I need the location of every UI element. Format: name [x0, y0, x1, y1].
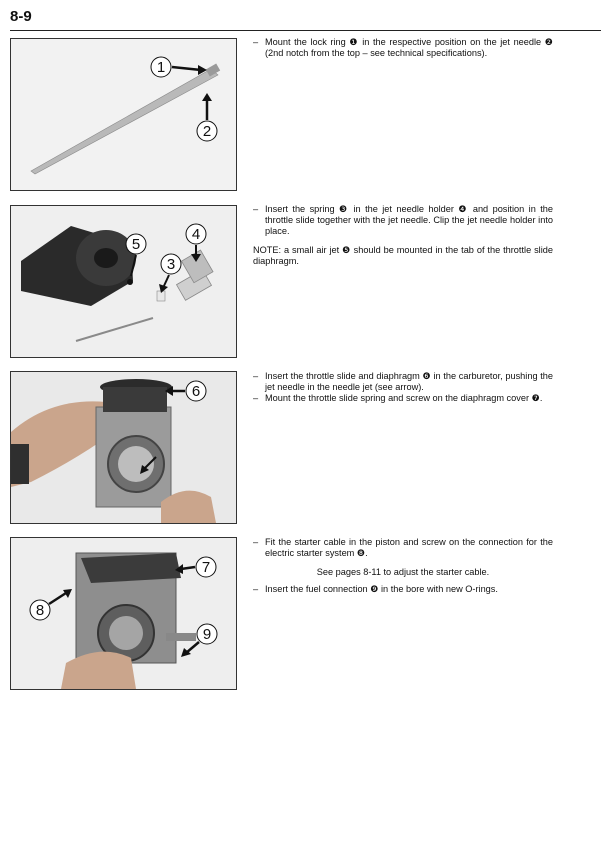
callout-3: 3: [166, 256, 176, 273]
jet-needle-photo: [11, 39, 236, 190]
throttle-slide-photo: [11, 372, 236, 523]
bullet-item: – Insert the throttle slide and diaphragm ❻ in the carburetor, pushing the jet needle in the needle jet (see arrow).: [253, 371, 553, 392]
figure-throttle-slide: [10, 371, 237, 524]
step-3-text: [253, 371, 553, 404]
needle-holder-photo: [11, 206, 236, 357]
page-number: 8-9: [10, 8, 32, 25]
bullet-item: – Mount the throttle slide spring and screw on the diaphragm cover ❼.: [253, 393, 543, 403]
step-4-text: [253, 537, 553, 595]
bullet-item: – Mount the lock ring ❶ in the respective position on the jet needle ❷ (2nd notch from the top – see technical specifications).: [253, 37, 553, 58]
callout-5: 5: [131, 236, 141, 253]
callout-9: 9: [202, 626, 212, 643]
note-text: NOTE: a small air jet ❺ should be mounted in the tab of the throttle slide diaphragm.: [253, 245, 553, 266]
carburetor-photo: [11, 538, 236, 689]
callout-4: 4: [191, 226, 201, 243]
step-1-text: [253, 37, 553, 59]
callout-1: 1: [156, 59, 166, 76]
callout-7: 7: [201, 559, 211, 576]
callout-2: 2: [202, 123, 212, 140]
bullet-item: – Insert the fuel connection ❾ in the bore with new O-rings.: [253, 584, 498, 594]
callout-8: 8: [35, 602, 45, 619]
reference-note: See pages 8-11 to adjust the starter cable.: [316, 567, 490, 577]
step-2-text: [253, 204, 553, 267]
figure-needle-holder: [10, 205, 237, 358]
callout-6: 6: [191, 383, 201, 400]
figure-carburetor: [10, 537, 237, 690]
bullet-item: – Insert the spring ❸ in the jet needle holder ❹ and position in the throttle slide together with the jet needle. Clip the jet needle holder into place.: [253, 204, 553, 236]
header-rule: [10, 30, 601, 31]
bullet-item: – Fit the starter cable in the piston and screw on the connection for the electric starter system ❽.: [253, 537, 553, 558]
figure-jet-needle: [10, 38, 237, 191]
